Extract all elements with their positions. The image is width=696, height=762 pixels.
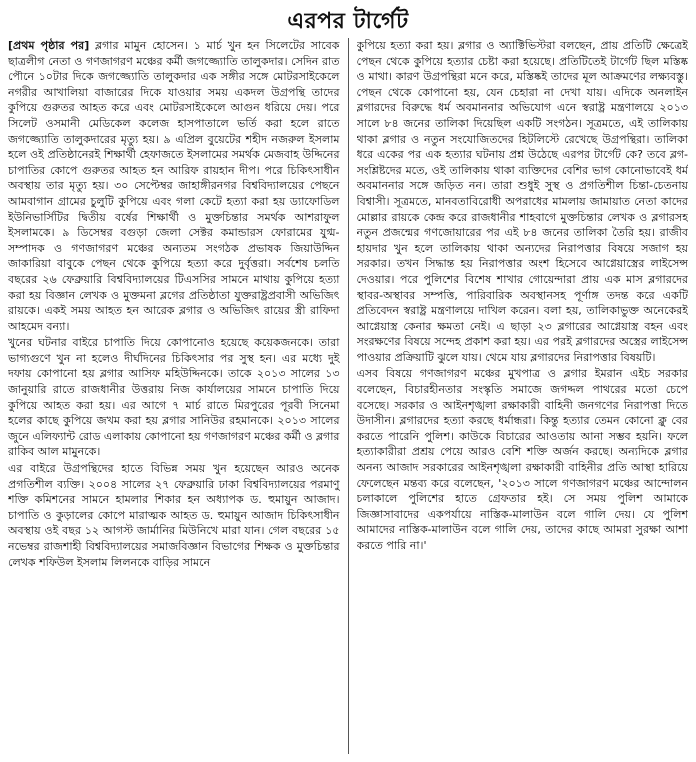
continuation-kicker: [প্রথম পৃষ্ঠার পর]	[8, 39, 90, 52]
headline: এরপর টার্গেট	[287, 8, 409, 34]
paragraph	[8, 38, 340, 334]
left-column	[8, 38, 340, 754]
headline-box	[8, 6, 688, 36]
article-body	[8, 38, 688, 754]
paragraph: এর বাইরে উগ্রপন্থিদের হাতে বিভিন্ন সময় খুন হয়েছেন আরও অনেক প্রগতিশীল ব্যক্তি। ২০০৪ সালের ২৭ ফেব্রুয়ারি ঢাকা বিশ্ববিদ্যালয়ের পরমাণু শক্তি কমিশনের সামনে হামলার শিকার হন অধ্যাপক ড. হুমায়ুন আজাদ। চাপাতি ও কুড়ালের কোপে মারাত্মক আহত ড. হুমায়ুন আজাদ চিকিৎসাধীন অবস্থায় ওই বছর ১২ আগস্ট জার্মানির মিউনিখে মারা যান। গেল বছরের ১৫ নভেম্বর রাজশাহী বিশ্ববিদ্যালয়ের সমাজবিজ্ঞান বিভাগের শিক্ষক ও মুক্তচিন্তার লেখক শফিউল ইসলাম লিলনকে বাড়ির সামনে	[8, 462, 340, 569]
right-column	[357, 38, 689, 754]
paragraph: কুপিয়ে হত্যা করা হয়। ব্লগার ও অ্যাক্টিভিস্টরা বলছেন, প্রায় প্রতিটি ক্ষেত্রেই পেছন থেকে কুপিয়ে হত্যার চেষ্টা করা হয়েছে। প্রতিটিতেই টার্গেট ছিল মস্তিষ্ক ও মাথা। কারণ উগ্রপন্থিরা মনে করে, মস্তিষ্কই তাদের মূল আক্রমণের লক্ষ্যবস্তু। পেছন থেকে কোপানো হয়, যেন চেহারা না দেখা যায়। এদিকে অনলাইন ব্লগারদের বিরুদ্ধে ধর্ম অবমাননার অভিযোগ এনে স্বরাষ্ট্র মন্ত্রণালয়ে ২০১৩ সালে ৮৪ জনের তালিকা দিয়েছিল একটি সংগঠন। সূত্রমতে, এই তালিকায় থাকা ব্লগার ও নতুন সংযোজিতদের হিটলিস্টে রেখেছে উগ্রপন্থিরা। তালিকা ধরে একের পর এক হত্যার ঘটনায় প্রশ্ন উঠেছে এরপর টার্গেট কে? তবে ব্লগ-সংশ্লিষ্টদের মতে, ওই তালিকায় থাকা ব্যক্তিদের বেশির ভাগ কোনোভাবেই ধর্ম অবমাননার সঙ্গে জড়িত নন। তারা শুধুই সুস্থ ও প্রগতিশীল চিন্তা-চেতনায় বিশ্বাসী। সূত্রমতে, মানবতাবিরোধী অপরাধের মামলায় জামায়াত নেতা কাদের মোল্লার রায়কে কেন্দ্র করে রাজধানীর শাহবাগে মুক্তচিন্তার লেখক ও ব্লগারসহ নতুন প্রজন্মের গণজোয়ারের পর এই ৮৪ জনের তালিকা তৈরি হয়। রাজীব হায়দার খুন হলে তালিকায় থাকা অন্যদের নিরাপত্তার বিষয়ে সজাগ হয় সরকার। তখন সিদ্ধান্ত হয় নিরাপত্তার অংশ হিসেবে আগ্নেয়াস্ত্রের লাইসেন্স দেওয়ার। পরে পুলিশের বিশেষ শাখার গোয়েন্দারা প্রায় এক মাস ব্লগারদের স্থাবর-অস্থাবর সম্পত্তি, পারিবারিক অবস্থানসহ পূর্ণাঙ্গ তদন্ত করে একটি প্রতিবেদন স্বরাষ্ট্র মন্ত্রণালয়ে দাখিল করেন। বলা হয়, তালিকাভুক্ত অনেকেরই আগ্নেয়াস্ত্র কেনার ক্ষমতা নেই। এ ছাড়া ২৩ ব্লগারের আগ্নেয়াস্ত্র বহন এবং সংরক্ষণের বিষয়ে সন্দেহ প্রকাশ করা হয়। এর পরই ব্লগারদের অস্ত্রের লাইসেন্স পাওয়ার প্রক্রিয়াটি ঝুলে যায়। থেমে যায় ব্লগারদের নিরাপত্তার বিষয়টি।	[356, 39, 688, 364]
column-divider	[348, 38, 349, 754]
paragraph: খুনের ঘটনার বাইরে চাপাতি দিয়ে কোপানোও হয়েছে কয়েকজনকে। তারা ভাগ্যগুণে খুন না হলেও দীর্ঘদিনের চিকিৎসার পর সুস্থ হন। এর মধ্যে দুই দফায় কোপানো হয় ব্লগার আসিফ মহিউদ্দিনকে। তাকে ২০১৩ সালের ১৩ জানুয়ারি রাতে রাজধানীর উত্তরায় নিজ কার্যালয়ের সামনে চাপাতি দিয়ে কুপিয়ে আহত করা হয়। এর আগে ৭ মার্চ রাতে মিরপুরের পূরবী সিনেমা হলের কাছে কুপিয়ে জখম করা হয় ব্লগার সানিউর রহমানকে। ২০১৩ সালের জুনে এলিফ্যান্ট রোড এলাকায় কোপানো হয় গণজাগরণ মঞ্চের কর্মী ও ব্লগার রাকিব আল মামুনকে।	[8, 336, 340, 459]
paragraph: এসব বিষয়ে গণজাগরণ মঞ্চের মুখপাত্র ও ব্লগার ইমরান এইচ সরকার বলেছেন, বিচারহীনতার সংস্কৃতি সমাজে জগদ্দল পাথরের মতো চেপে বসেছে। সরকার ও আইনশৃঙ্খলা রক্ষাকারী বাহিনী জনগণের নিরাপত্তা দিতে উদাসীন। ব্লগারদের হত্যা করছে ধর্মান্ধরা। কিন্তু হত্যার তেমন কোনো ক্লু বের করতে পারেনি পুলিশ। কাউকে বিচারের আওতায় আনা সম্ভব হয়নি। ফলে হত্যাকারীরা প্রশ্রয় পেয়ে আরও বেশি শক্তি অর্জন করছে। অন্যদিকে ব্লগার অনন্য আজাদ সরকারের আইনশৃঙ্খলা রক্ষাকারী বাহিনীর প্রতি আস্থা হারিয়ে ফেলেছেন মন্তব্য করে বলেছেন, '২০১৩ সালে গণজাগরণ মঞ্চের আন্দোলন চলাকালে পুলিশের হাতে গ্রেফতার হই। সে সময় পুলিশ আমাকে জিজ্ঞাসাবাদের একপর্যায়ে নাস্তিক-মালাউন বলে গালি দেয়। যে পুলিশ আমাদের নাস্তিক-মালাউন বলে গালি দেয়, তাদের কাছে আমরা সুরক্ষা আশা করতে পারি না।'	[356, 367, 688, 552]
paragraph-text: ব্লগার মামুন হোসেন। ১ মার্চ খুন হন সিলেটের সাবেক ছাত্রলীগ নেতা ও গণজাগরণ মঞ্চের কর্মী জগজ্জ্যোতি তালুকদার। সেদিন রাত পৌনে ১০টার দিকে জগজ্জ্যোতি তালুকদার এক সঙ্গীর সঙ্গে মোটরসাইকেলে নগরীর আখালিয়া বাজারের দিকে যাওয়ার সময় একদল উগ্রপন্থি তাদের কুপিয়ে গুরুতর আহত করে এবং মোটরসাইকেলে আগুন ধরিয়ে দেয়। পরে সিলেট ওসমানী মেডিকেল কলেজ হাসপাতালে ভর্তি করা হলে রাতে জগজ্জ্যোতি তালুকদারের মৃত্যু হয়। ৯ এপ্রিল বুয়েটের শহীদ নজরুল ইসলাম হলে ওই প্রতিষ্ঠানেরই শিক্ষার্থী হেফাজতে ইসলামের সমর্থক মেজবাহ উদ্দিনের চাপাতির কোপে গুরুতর আহত হন আরিফ রায়হান দীপ। পরে চিকিৎসাধীন অবস্থায় তার মৃত্যু হয়। ৩০ সেপ্টেম্বর জাহাঙ্গীরনগর বিশ্ববিদ্যালয়ের পেছনে আমবাগান গ্রামের চুলুটি কুপিয়ে এবং গলা কেটে হত্যা করা হয় ড্যাফোডিল ইউনিভার্সিটির দ্বিতীয় বর্ষের শিক্ষার্থী ও মুক্তচিন্তার সমর্থক আশরাফুল ইসলামকে। ৯ ডিসেম্বর বগুড়া জেলা সেক্টর কমান্ডারস ফোরামের যুগ্ম-সম্পাদক ও গণজাগরণ মঞ্চের অন্যতম সংগঠক প্রভাষক জিয়াউদ্দিন জাকারিয়া বাবুকে পেছন থেকে কুপিয়ে হত্যা করে দুর্বৃত্তরা। সর্বশেষ চলতি বছরের ২৬ ফেব্রুয়ারি বিশ্ববিদ্যালয়ের টিএসসির সামনে মাথায় কুপিয়ে হত্যা করা হয় বিজ্ঞান লেখক ও মুক্তমনা ব্লগের প্রতিষ্ঠাতা যুক্তরাষ্ট্রপ্রবাসী অভিজিৎ রায়কে। একই সময় আহত হন আরেক ব্লগার ও অভিজিৎ রায়ের স্ত্রী রাফিদা আহমেদ বন্যা।	[8, 39, 340, 333]
